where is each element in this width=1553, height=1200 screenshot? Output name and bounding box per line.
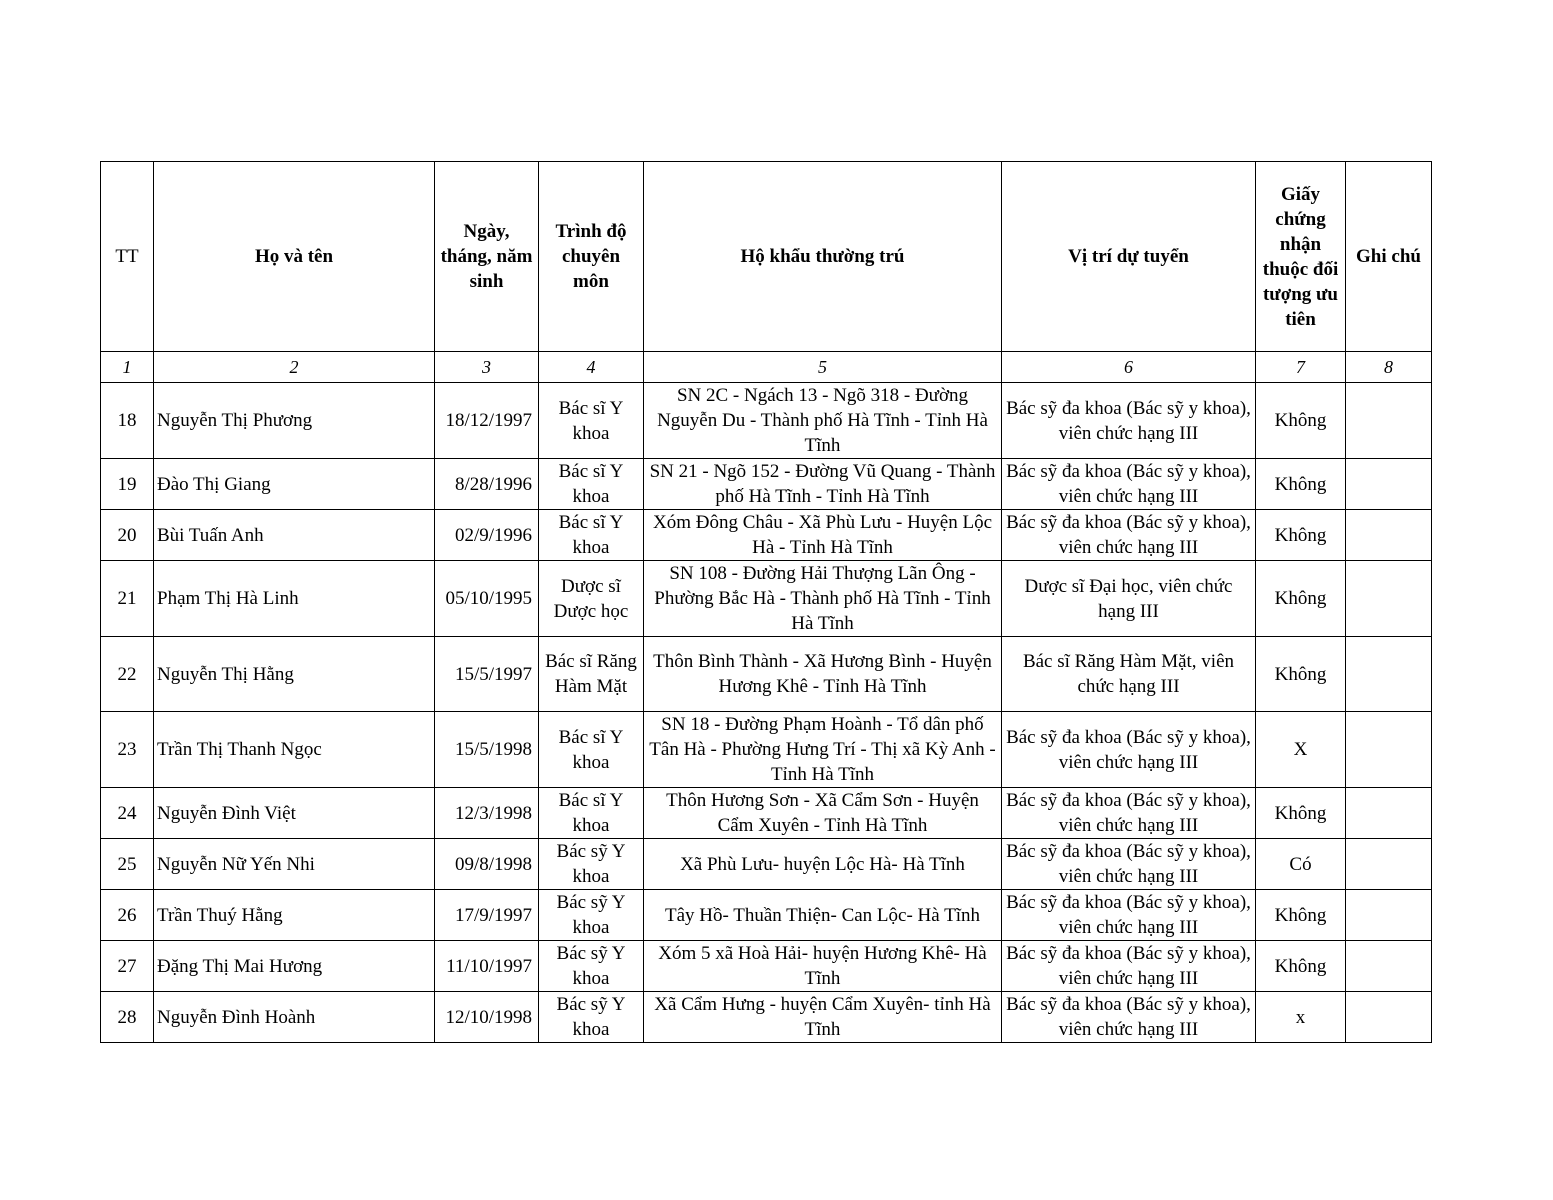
permanent-residence: Thôn Bình Thành - Xã Hương Bình - Huyện Hương Khê - Tỉnh Hà Tĩnh [644,637,1002,712]
header-priority: Giấy chứng nhận thuộc đối tượng ưu tiên [1256,162,1346,352]
column-number: 2 [154,352,435,383]
candidate-name: Trần Thị Thanh Ngọc [154,712,435,788]
table-row [101,637,1432,712]
header-note: Ghi chú [1346,162,1432,352]
permanent-residence: Xóm 5 xã Hoà Hải- huyện Hương Khê- Hà Tĩnh [644,941,1002,992]
table-row [101,890,1432,941]
candidate-name: Đào Thị Giang [154,459,435,510]
row-number: 26 [101,890,154,941]
row-number: 23 [101,712,154,788]
candidate-name: Nguyễn Nữ Yến Nhi [154,839,435,890]
row-number: 25 [101,839,154,890]
permanent-residence: Xóm Đông Châu - Xã Phù Lưu - Huyện Lộc Hà - Tỉnh Hà Tĩnh [644,510,1002,561]
candidate-name: Đặng Thị Mai Hương [154,941,435,992]
permanent-residence: SN 108 - Đường Hải Thượng Lãn Ông - Phường Bắc Hà - Thành phố Hà Tĩnh - Tỉnh Hà Tĩnh [644,561,1002,637]
candidate-name: Nguyễn Thị Phương [154,383,435,459]
date-of-birth: 18/12/1997 [435,383,539,459]
priority-status: Không [1256,941,1346,992]
priority-status: Không [1256,890,1346,941]
candidate-name: Phạm Thị Hà Linh [154,561,435,637]
header-tt: TT [101,162,154,352]
qualification: Bác sỹ Y khoa [539,839,644,890]
qualification: Bác sĩ Y khoa [539,788,644,839]
applied-position: Bác sỹ đa khoa (Bác sỹ y khoa), viên chức hạng III [1002,788,1256,839]
date-of-birth: 17/9/1997 [435,890,539,941]
priority-status: Không [1256,637,1346,712]
note [1346,941,1432,992]
candidate-name: Nguyễn Thị Hằng [154,637,435,712]
table-row [101,459,1432,510]
date-of-birth: 09/8/1998 [435,839,539,890]
permanent-residence: SN 2C - Ngách 13 - Ngõ 318 - Đường Nguyễn Du - Thành phố Hà Tĩnh - Tỉnh Hà Tĩnh [644,383,1002,459]
table-row [101,992,1432,1043]
priority-status: Không [1256,561,1346,637]
qualification: Bác sĩ Y khoa [539,383,644,459]
row-number: 20 [101,510,154,561]
row-number: 22 [101,637,154,712]
header-qualification: Trình độ chuyên môn [539,162,644,352]
priority-status: X [1256,712,1346,788]
qualification: Bác sĩ Y khoa [539,459,644,510]
priority-status: Không [1256,383,1346,459]
row-number: 21 [101,561,154,637]
table-row [101,561,1432,637]
date-of-birth: 8/28/1996 [435,459,539,510]
priority-status: Không [1256,459,1346,510]
date-of-birth: 15/5/1997 [435,637,539,712]
table-row [101,510,1432,561]
table-row [101,383,1432,459]
permanent-residence: Xã Cẩm Hưng - huyện Cẩm Xuyên- tỉnh Hà Tĩnh [644,992,1002,1043]
candidate-name: Nguyễn Đình Hoành [154,992,435,1043]
qualification: Bác sĩ Y khoa [539,712,644,788]
table-row [101,788,1432,839]
row-number: 18 [101,383,154,459]
qualification: Bác sỹ Y khoa [539,890,644,941]
date-of-birth: 05/10/1995 [435,561,539,637]
note [1346,839,1432,890]
date-of-birth: 02/9/1996 [435,510,539,561]
note [1346,890,1432,941]
column-number-row [101,352,1432,383]
permanent-residence: Tây Hồ- Thuần Thiện- Can Lộc- Hà Tĩnh [644,890,1002,941]
qualification: Bác sĩ Y khoa [539,510,644,561]
column-number: 5 [644,352,1002,383]
candidate-name: Nguyễn Đình Việt [154,788,435,839]
header-name: Họ và tên [154,162,435,352]
table-row [101,839,1432,890]
applied-position: Dược sĩ Đại học, viên chức hạng III [1002,561,1256,637]
permanent-residence: Xã Phù Lưu- huyện Lộc Hà- Hà Tĩnh [644,839,1002,890]
priority-status: Không [1256,510,1346,561]
qualification: Bác sỹ Y khoa [539,941,644,992]
note [1346,712,1432,788]
note [1346,561,1432,637]
applied-position: Bác sỹ đa khoa (Bác sỹ y khoa), viên chức hạng III [1002,459,1256,510]
header-residence: Hộ khẩu thường trú [644,162,1002,352]
note [1346,992,1432,1043]
date-of-birth: 12/10/1998 [435,992,539,1043]
note [1346,788,1432,839]
priority-status: Có [1256,839,1346,890]
note [1346,459,1432,510]
permanent-residence: SN 21 - Ngõ 152 - Đường Vũ Quang - Thành phố Hà Tĩnh - Tỉnh Hà Tĩnh [644,459,1002,510]
date-of-birth: 11/10/1997 [435,941,539,992]
table-row [101,941,1432,992]
applied-position: Bác sỹ đa khoa (Bác sỹ y khoa), viên chức hạng III [1002,383,1256,459]
row-number: 24 [101,788,154,839]
candidate-name: Trần Thuý Hằng [154,890,435,941]
note [1346,383,1432,459]
row-number: 27 [101,941,154,992]
applied-position: Bác sỹ đa khoa (Bác sỹ y khoa), viên chức hạng III [1002,992,1256,1043]
priority-status: Không [1256,788,1346,839]
applied-position: Bác sỹ đa khoa (Bác sỹ y khoa), viên chức hạng III [1002,712,1256,788]
applied-position: Bác sỹ đa khoa (Bác sỹ y khoa), viên chức hạng III [1002,941,1256,992]
row-number: 19 [101,459,154,510]
candidate-name: Bùi Tuấn Anh [154,510,435,561]
qualification: Dược sĩ Dược học [539,561,644,637]
date-of-birth: 12/3/1998 [435,788,539,839]
applied-position: Bác sỹ đa khoa (Bác sỹ y khoa), viên chức hạng III [1002,839,1256,890]
permanent-residence: SN 18 - Đường Phạm Hoành - Tổ dân phố Tân Hà - Phường Hưng Trí - Thị xã Kỳ Anh - Tỉnh Hà Tĩnh [644,712,1002,788]
note [1346,510,1432,561]
candidate-table [100,161,1432,1043]
qualification: Bác sĩ Răng Hàm Mặt [539,637,644,712]
note [1346,637,1432,712]
permanent-residence: Thôn Hương Sơn - Xã Cẩm Sơn - Huyện Cẩm Xuyên - Tỉnh Hà Tĩnh [644,788,1002,839]
applied-position: Bác sĩ Răng Hàm Mặt, viên chức hạng III [1002,637,1256,712]
row-number: 28 [101,992,154,1043]
table-row [101,712,1432,788]
header-dob: Ngày, tháng, năm sinh [435,162,539,352]
column-number: 4 [539,352,644,383]
priority-status: x [1256,992,1346,1043]
column-number: 1 [101,352,154,383]
header-row [101,162,1432,352]
column-number: 3 [435,352,539,383]
header-position: Vị trí dự tuyển [1002,162,1256,352]
applied-position: Bác sỹ đa khoa (Bác sỹ y khoa), viên chức hạng III [1002,510,1256,561]
column-number: 8 [1346,352,1432,383]
qualification: Bác sỹ Y khoa [539,992,644,1043]
applied-position: Bác sỹ đa khoa (Bác sỹ y khoa), viên chức hạng III [1002,890,1256,941]
date-of-birth: 15/5/1998 [435,712,539,788]
column-number: 6 [1002,352,1256,383]
column-number: 7 [1256,352,1346,383]
